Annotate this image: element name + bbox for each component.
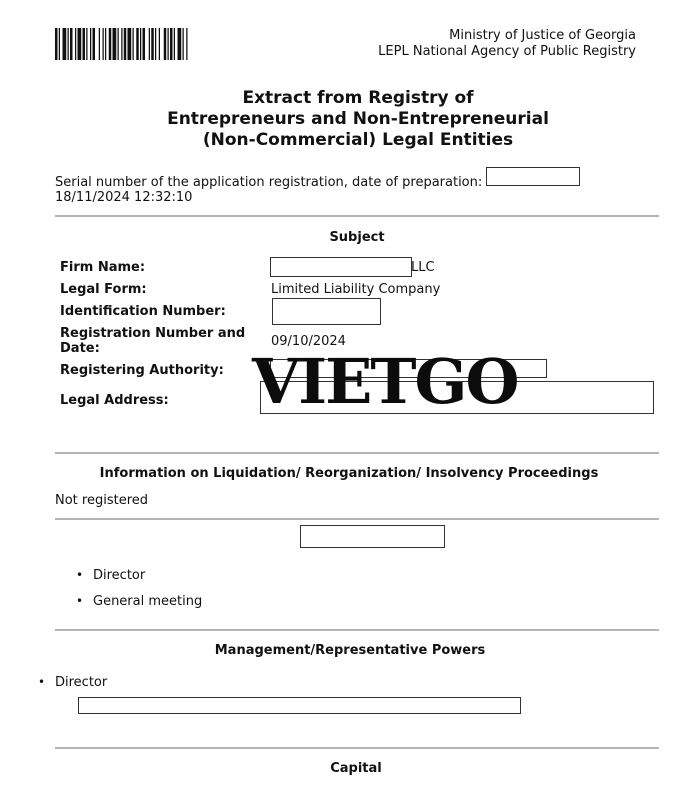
management-item-director: Director <box>55 675 108 690</box>
firm-name-label: Firm Name: <box>60 260 146 275</box>
redacted-section-title <box>300 525 445 548</box>
identification-number-label: Identification Number: <box>60 304 226 319</box>
divider <box>55 629 659 631</box>
registration-label <box>60 326 245 356</box>
registration-label-line-1: Registration Number and <box>60 326 246 341</box>
registration-date: 09/10/2024 <box>271 334 346 349</box>
bullet-icon: • <box>76 594 84 608</box>
legal-form-label: Legal Form: <box>60 282 147 297</box>
watermark: VIETGO <box>252 345 518 418</box>
redacted-identification-number <box>272 298 381 325</box>
registration-label-line-2: Date: <box>60 341 100 356</box>
preparation-date: 18/11/2024 12:32:10 <box>55 190 193 205</box>
divider <box>55 452 659 454</box>
redacted-director-details <box>78 697 521 714</box>
divider <box>55 215 659 217</box>
legal-form-value: Limited Liability Company <box>271 282 441 297</box>
liquidation-status: Not registered <box>55 493 149 508</box>
bullet-icon: • <box>38 675 46 689</box>
firm-name-suffix: LLC <box>411 260 435 275</box>
barcode <box>55 28 255 60</box>
agency-name: LEPL National Agency of Public Registry <box>378 44 636 59</box>
redacted-firm-name <box>270 257 412 277</box>
divider <box>55 747 659 749</box>
title-line-3: (Non-Commercial) Legal Entities <box>202 130 514 150</box>
redacted-serial-number <box>486 167 580 186</box>
management-section-title: Management/Representative Powers <box>214 643 486 658</box>
organ-item-general-meeting: General meeting <box>93 594 203 609</box>
title-line-2: Entrepreneurs and Non-Entrepreneurial <box>167 109 549 129</box>
ministry-name: Ministry of Justice of Georgia <box>449 28 636 43</box>
capital-section-title: Capital <box>330 761 382 776</box>
subject-section-title: Subject <box>329 230 385 245</box>
serial-label: Serial number of the application registration, date of preparation: <box>55 175 483 190</box>
agency-header <box>360 28 636 60</box>
legal-address-label: Legal Address: <box>60 393 169 408</box>
liquidation-section-title: Information on Liquidation/ Reorganization/ Insolvency Proceedings <box>99 466 599 481</box>
divider <box>55 518 659 520</box>
title-line-1: Extract from Registry of <box>242 88 474 108</box>
organ-item-director: Director <box>93 568 146 583</box>
bullet-icon: • <box>76 568 84 582</box>
document-title <box>100 88 616 151</box>
registering-authority-label: Registering Authority: <box>60 363 224 378</box>
